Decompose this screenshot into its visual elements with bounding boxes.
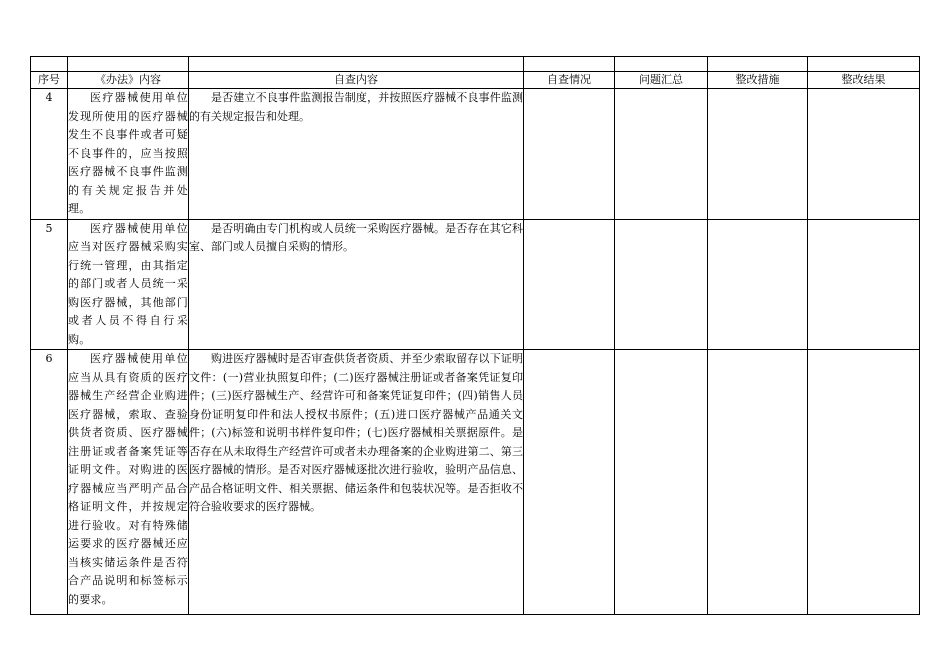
blank-cell [808,57,920,72]
rule-text: 医疗器械使用单位应当对医疗器械采购实行统一管理，由其指定的部门或者人员统一采购医疗器械，其他部门或者人员不得自行采购。 [68,219,189,350]
issues-cell [615,89,708,220]
measures-cell [708,219,808,350]
issues-cell [615,219,708,350]
measures-cell [708,89,808,220]
row-number: 4 [31,89,68,220]
issues-cell [615,350,708,615]
rule-text: 医疗器械使用单位应当从具有资质的医疗器械生产经营企业购进医疗器械，索取、查验供货者资质、医疗器械注册证或者备案凭证等证明文件。对购进的医疗器械应当严明产品合格证明文件，并按规定进行验收。对有特殊储运要求的医疗器械还应当核实储运条件是否符合产品说明和标签标示的要求。 [68,350,189,615]
self-check-cell [524,89,615,220]
header-issues: 问题汇总 [615,72,708,89]
table-row [31,89,920,220]
blank-cell [31,57,68,72]
check-content: 购进医疗器械时是否审查供货者资质、并至少索取留存以下证明文件：(一)营业执照复印件；(二)医疗器械注册证或者备案凭证复印件；(三)医疗器械生产、经营许可和备案凭证复印件；(四)销售人员身份证明复印件和法人授权书原件；(五)进口医疗器械产品通关文件；(六)标签和说明书样件复印件；(七)医疗器械相关票据原件。是否存在从未取得生产经营许可或者未办理备案的企业购进第二、第三医疗器械的情形。是否对医疗器械逐批次进行验收，验明产品信息、产品合格证明文件、相关票据、储运条件和包装状况等。是否拒收不符合验收要求的医疗器械。 [189,350,524,615]
check-content: 是否明确由专门机构或人员统一采购医疗器械。是否存在其它科室、部门或人员擅自采购的情形。 [189,219,524,350]
table-header-row [31,72,920,89]
blank-cell [189,57,524,72]
self-check-cell [524,219,615,350]
self-check-cell [524,350,615,615]
results-cell [808,219,920,350]
blank-cell [708,57,808,72]
blank-top-row [31,57,920,72]
self-inspection-table [30,56,920,615]
header-measures: 整改措施 [708,72,808,89]
measures-cell [708,350,808,615]
header-results: 整改结果 [808,72,920,89]
header-content: 自查内容 [189,72,524,89]
header-rule: 《办法》内容 [68,72,189,89]
results-cell [808,89,920,220]
blank-cell [68,57,189,72]
check-content: 是否建立不良事件监测报告制度，并按照医疗器械不良事件监测的有关规定报告和处理。 [189,89,524,220]
table-row [31,219,920,350]
blank-cell [524,57,615,72]
table-row [31,350,920,615]
rule-text: 医疗器械使用单位发现所使用的医疗器械发生不良事件或者可疑不良事件的，应当按照医疗器械不良事件监测的有关规定报告并处理。 [68,89,189,220]
header-number: 序号 [31,72,68,89]
header-self-check: 自查情况 [524,72,615,89]
blank-cell [615,57,708,72]
row-number: 6 [31,350,68,615]
row-number: 5 [31,219,68,350]
results-cell [808,350,920,615]
